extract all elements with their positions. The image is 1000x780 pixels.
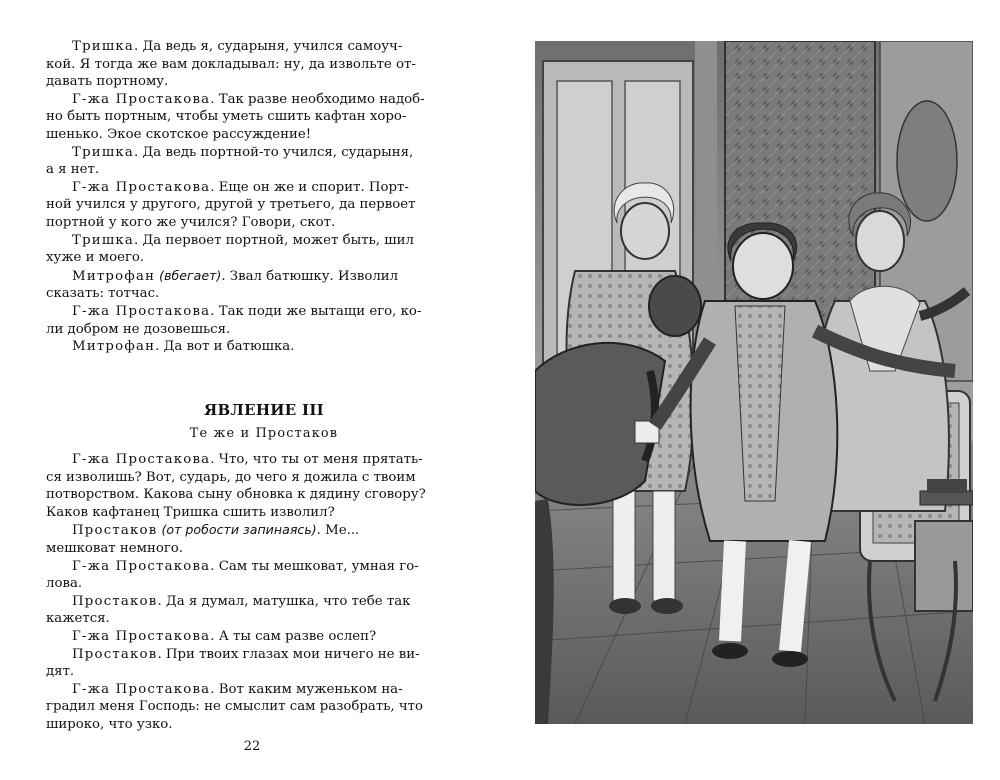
text-line (46, 73, 456, 91)
line-text: . Так поди же вытащи его, ко- (210, 303, 422, 319)
text-line (46, 504, 456, 522)
text-line (46, 540, 456, 558)
text-line (46, 285, 456, 303)
wall-ornament (897, 101, 957, 221)
text-line (72, 303, 456, 321)
text-line (72, 179, 456, 197)
line-text: ли добром не дозовешься. (46, 321, 231, 337)
line-text: . А ты сам разве ослеп? (210, 628, 377, 644)
side-table (920, 479, 973, 505)
text-line (46, 698, 456, 716)
speaker-name: Г-жа Простакова (72, 628, 211, 644)
stage-direction: (вбегает) (155, 267, 222, 283)
line-text: . Да первоет портной, может быть, шил (134, 232, 414, 248)
text-line (72, 38, 456, 56)
text-block-1 (46, 38, 456, 356)
line-text: . Так разве необходимо надоб- (210, 91, 425, 107)
text-line (72, 646, 456, 664)
line-text: хуже и моего. (46, 250, 145, 266)
line-text: . Вот каким муженьком на- (210, 681, 403, 697)
line-text: . Что, что ты от меня прятать- (210, 452, 423, 467)
speaker-name: Митрофан (72, 268, 156, 284)
text-line (46, 249, 456, 267)
speaker-name: Простаков (72, 646, 158, 662)
tapestry (725, 41, 875, 341)
text-line (72, 232, 456, 250)
text-line (46, 610, 456, 628)
line-text: . Да вот и батюшка. (155, 339, 295, 355)
line-text: мешковат немного. (46, 540, 184, 556)
text-line (72, 451, 456, 469)
speaker-name: Тришка (72, 144, 135, 160)
speaker-name: Тришка (72, 232, 135, 248)
line-text: портной у кого же учился? Говори, скот. (46, 214, 336, 230)
line-text: . Да ведь я, сударыня, учился самоуч- (134, 39, 403, 54)
scene-subtitle: Те же и Простаков (189, 426, 339, 441)
illustration (535, 41, 973, 724)
text-line (46, 214, 456, 232)
line-text: дят. (46, 664, 75, 680)
text-line (72, 593, 456, 611)
speaker-name: Г-жа Простакова (72, 681, 211, 697)
line-text: . Да я думал, матушка, что тебе так (157, 593, 411, 609)
line-text: . При твоих глазах мои ничего не ви- (157, 646, 420, 662)
speaker-name: Г-жа Простакова (72, 452, 211, 467)
text-line (46, 56, 456, 74)
text-line (46, 716, 456, 734)
text-line (72, 628, 456, 646)
line-text: шенько. Экое скотское рассуждение! (46, 126, 312, 142)
speaker-name: Простаков (72, 523, 158, 539)
speaker-name: Г-жа Простакова (72, 91, 211, 107)
line-text: . Звал батюшку. Изволил (221, 268, 399, 284)
line-text: . Сам ты мешковат, умная го- (210, 558, 419, 574)
line-text: градил меня Господь: не смыслит сам разобрать, что (46, 699, 424, 715)
text-block-2 (46, 451, 456, 734)
text-line (46, 575, 456, 593)
line-text: давать портному. (46, 74, 169, 90)
line-text: . Ме... (316, 523, 360, 539)
page-number: 22 (243, 739, 261, 754)
illustration-drawing (535, 41, 973, 724)
line-text: кой. Я тогда же вам докладывал: ну, да извольте от- (46, 56, 416, 72)
text-line (46, 196, 456, 214)
line-text: потворством. Какова сыну обновка к дядину сговору? (46, 487, 426, 503)
line-text: . Да ведь портной-то учился, сударыня, (134, 144, 414, 160)
line-text: лова. (46, 576, 83, 592)
speaker-name: Митрофан (72, 339, 156, 355)
speaker-name: Тришка (72, 39, 135, 54)
line-text: широко, что узко. (46, 716, 173, 732)
text-line (72, 338, 456, 356)
line-text: Каков кафтанец Тришка сшить изволил? (46, 504, 335, 520)
scene-heading: ЯВЛЕНИЕ III (204, 401, 324, 419)
line-text: ной учился у другого, другой у третьего, да первоет (46, 197, 416, 213)
line-text: кажется. (46, 611, 110, 627)
text-line (72, 558, 456, 576)
text-line (46, 126, 456, 144)
speaker-name: Простаков (72, 593, 158, 609)
text-line (46, 108, 456, 126)
stage-direction: (от робости запинаясь) (157, 522, 317, 538)
line-text: сказать: тотчас. (46, 286, 160, 302)
line-text: . Еще он же и спорит. Порт- (210, 179, 409, 195)
text-line (72, 521, 456, 540)
line-text: ся изволишь? Вот, сударь, до чего я дожила с твоим (46, 469, 416, 485)
text-line (46, 486, 456, 504)
text-line (72, 144, 456, 162)
text-line (72, 681, 456, 699)
speaker-name: Г-жа Простакова (72, 179, 211, 195)
line-text: а я нет. (46, 162, 100, 178)
speaker-name: Г-жа Простакова (72, 303, 211, 319)
text-line (72, 267, 456, 286)
text-line (72, 91, 456, 109)
text-line (46, 321, 456, 339)
speaker-name: Г-жа Простакова (72, 558, 211, 574)
text-line (46, 161, 456, 179)
text-line (46, 663, 456, 681)
line-text: но быть портным, чтобы уметь сшить кафтан хоро- (46, 109, 407, 125)
text-line (46, 469, 456, 487)
